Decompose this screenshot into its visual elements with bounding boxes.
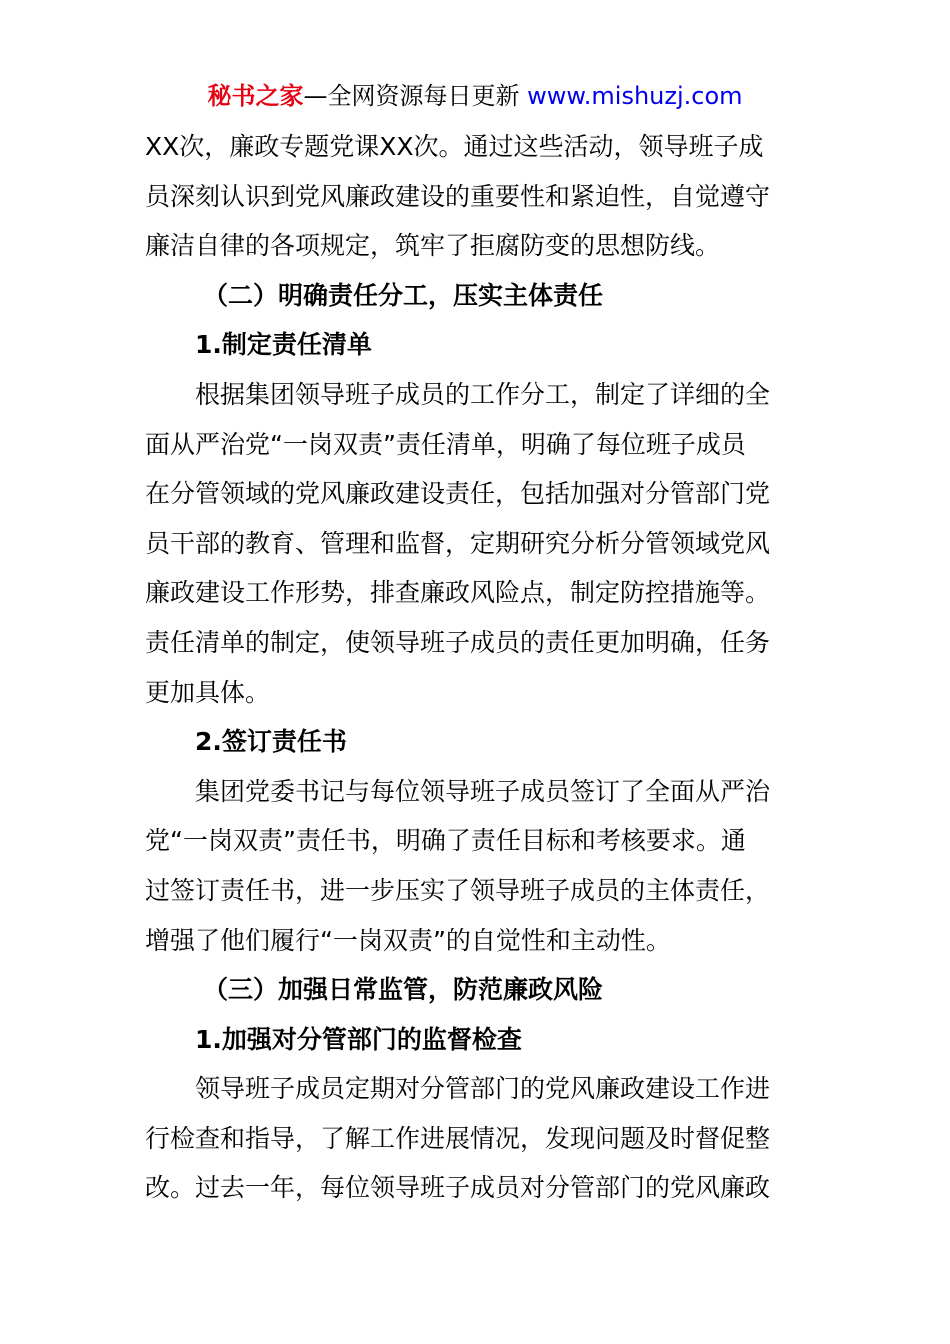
paragraph-line: 责任清单的制定，使领导班子成员的责任更加明确，任务 [145,627,771,657]
section-heading: （三）加强日常监管，防范廉政风险 [203,975,604,1005]
paragraph-line: 在分管领域的党风廉政建设责任，包括加强对分管部门党 [145,479,771,509]
paragraph-line: 行检查和指导，了解工作进展情况，发现问题及时督促整 [145,1123,771,1153]
paragraph-line: 领导班子成员定期对分管部门的党风廉政建设工作进 [195,1074,771,1104]
paragraph-line: 党“一岗双责”责任书，明确了责任目标和考核要求。通 [145,826,746,856]
paragraph-line: 廉政建设工作形势，排查廉政风险点，制定防控措施等。 [145,578,771,608]
paragraph-line: 改。过去一年，每位领导班子成员对分管部门的党风廉政 [145,1173,771,1203]
paragraph-line: 增强了他们履行“一岗双责”的自觉性和主动性。 [145,925,671,955]
subsection-heading: 1.加强对分管部门的监督检查 [195,1024,522,1054]
subsection-heading: 1.制定责任清单 [195,330,372,360]
paragraph-line: 更加具体。 [145,677,271,707]
paragraph-line: 员干部的教育、管理和监督，定期研究分析分管领域党风 [145,528,771,558]
site-brand: 秘书之家 [207,82,304,110]
paragraph-line: 过签订责任书，进一步压实了领导班子成员的主体责任， [145,875,771,905]
paragraph-line: 廉洁自律的各项规定，筑牢了拒腐防变的思想防线。 [145,231,721,261]
site-tagline: —全网资源每日更新 [303,82,520,110]
paragraph-line: XX次，廉政专题党课XX次。通过这些活动，领导班子成 [145,132,764,161]
paragraph-line: 根据集团领导班子成员的工作分工，制定了详细的全 [195,379,771,409]
paragraph-line: 集团党委书记与每位领导班子成员签订了全面从严治 [195,776,771,806]
subsection-heading: 2.签订责任书 [195,727,347,757]
paragraph-line: 面从严治党“一岗双责”责任清单，明确了每位班子成员 [145,429,746,459]
document-body [145,122,805,1213]
site-url-link[interactable]: www.mishuzj.com [527,82,743,110]
paragraph-line: 员深刻认识到党风廉政建设的重要性和紧迫性，自觉遵守 [145,181,771,211]
section-heading: （二）明确责任分工，压实主体责任 [203,280,604,310]
site-header [0,80,950,112]
